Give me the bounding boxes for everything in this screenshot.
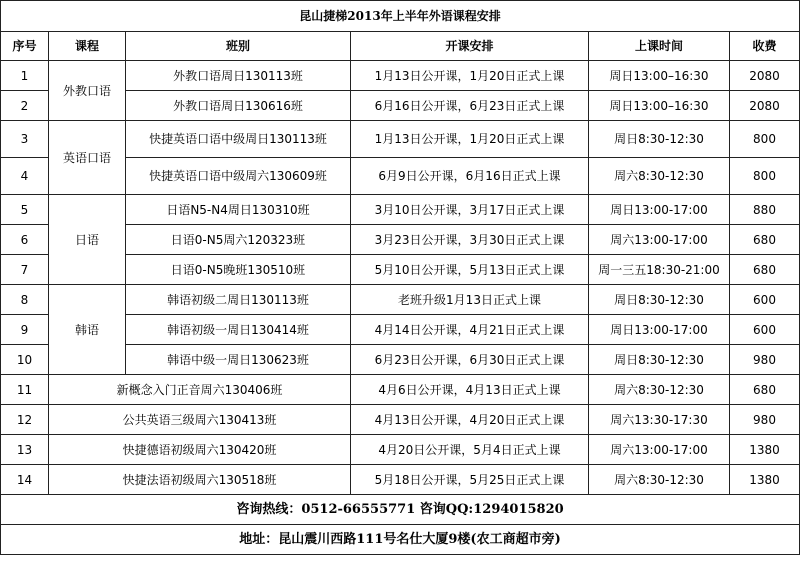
- cell-schedule: 4月6日公开课，4月13日正式上课: [351, 375, 589, 405]
- cell-class: 外教口语周日130616班: [126, 91, 351, 121]
- category-korean: 韩语: [49, 285, 126, 375]
- cell-seq: 7: [1, 255, 49, 285]
- category-english-oral: 英语口语: [49, 121, 126, 195]
- cell-class: 日语N5-N4周日130310班: [126, 195, 351, 225]
- cell-seq: 4: [1, 158, 49, 195]
- cell-class: 公共英语三级周六130413班: [49, 405, 351, 435]
- table-row: [1, 405, 800, 435]
- category-japanese: 日语: [49, 195, 126, 285]
- cell-schedule: 1月13日公开课，1月20日正式上课: [351, 61, 589, 91]
- header-fee: 收费: [730, 32, 800, 61]
- cell-schedule: 1月13日公开课，1月20日正式上课: [351, 121, 589, 158]
- cell-time: 周一三五18:30-21:00: [589, 255, 730, 285]
- cell-schedule: 6月16日公开课，6月23日正式上课: [351, 91, 589, 121]
- cell-schedule: 4月14日公开课，4月21日正式上课: [351, 315, 589, 345]
- cell-fee: 880: [730, 195, 800, 225]
- cell-fee: 2080: [730, 91, 800, 121]
- cell-time: 周日8:30-12:30: [589, 121, 730, 158]
- cell-fee: 680: [730, 375, 800, 405]
- cell-class: 日语0-N5周六120323班: [126, 225, 351, 255]
- cell-fee: 800: [730, 121, 800, 158]
- cell-schedule: 4月20日公开课，5月4日正式上课: [351, 435, 589, 465]
- cell-seq: 12: [1, 405, 49, 435]
- cell-class: 韩语初级二周日130113班: [126, 285, 351, 315]
- cell-schedule: 5月10日公开课，5月13日正式上课: [351, 255, 589, 285]
- cell-seq: 5: [1, 195, 49, 225]
- table-row: [1, 61, 800, 91]
- header-schedule: 开课安排: [351, 32, 589, 61]
- cell-class: 日语0-N5晚班130510班: [126, 255, 351, 285]
- cell-seq: 14: [1, 465, 49, 495]
- table-row: [1, 465, 800, 495]
- cell-seq: 2: [1, 91, 49, 121]
- cell-fee: 1380: [730, 465, 800, 495]
- header-time: 上课时间: [589, 32, 730, 61]
- cell-schedule: 6月23日公开课，6月30日正式上课: [351, 345, 589, 375]
- table-row: [1, 375, 800, 405]
- cell-fee: 1380: [730, 435, 800, 465]
- cell-class: 快捷德语初级周六130420班: [49, 435, 351, 465]
- header-course: 课程: [49, 32, 126, 61]
- category-oral: 外教口语: [49, 61, 126, 121]
- address: 地址：昆山震川西路111号名仕大厦9楼(农工商超市旁): [1, 525, 800, 555]
- cell-seq: 1: [1, 61, 49, 91]
- cell-class: 快捷英语口语中级周六130609班: [126, 158, 351, 195]
- cell-time: 周日8:30-12:30: [589, 285, 730, 315]
- cell-schedule: 老班升级1月13日正式上课: [351, 285, 589, 315]
- cell-class: 韩语初级一周日130414班: [126, 315, 351, 345]
- cell-schedule: 3月23日公开课，3月30日正式上课: [351, 225, 589, 255]
- contact-hotline: 咨询热线：0512-66555771 咨询QQ:1294015820: [1, 495, 800, 525]
- cell-fee: 680: [730, 255, 800, 285]
- cell-seq: 8: [1, 285, 49, 315]
- cell-fee: 800: [730, 158, 800, 195]
- cell-seq: 6: [1, 225, 49, 255]
- cell-fee: 680: [730, 225, 800, 255]
- cell-fee: 980: [730, 345, 800, 375]
- cell-time: 周日13:00–16:30: [589, 91, 730, 121]
- table-row: [1, 195, 800, 225]
- cell-seq: 11: [1, 375, 49, 405]
- table-row: [1, 435, 800, 465]
- cell-fee: 600: [730, 315, 800, 345]
- cell-class: 快捷英语口语中级周日130113班: [126, 121, 351, 158]
- cell-class: 新概念入门正音周六130406班: [49, 375, 351, 405]
- cell-fee: 600: [730, 285, 800, 315]
- cell-time: 周日13:00-17:00: [589, 315, 730, 345]
- cell-schedule: 5月18日公开课，5月25日正式上课: [351, 465, 589, 495]
- table-title: 昆山捷梯2013年上半年外语课程安排: [1, 1, 800, 32]
- cell-schedule: 6月9日公开课，6月16日正式上课: [351, 158, 589, 195]
- cell-time: 周六13:00-17:00: [589, 435, 730, 465]
- cell-seq: 13: [1, 435, 49, 465]
- table-row: [1, 285, 800, 315]
- cell-schedule: 3月10日公开课，3月17日正式上课: [351, 195, 589, 225]
- header-class: 班别: [126, 32, 351, 61]
- cell-time: 周六8:30-12:30: [589, 465, 730, 495]
- cell-seq: 3: [1, 121, 49, 158]
- cell-seq: 9: [1, 315, 49, 345]
- cell-time: 周日13:00–16:30: [589, 61, 730, 91]
- cell-seq: 10: [1, 345, 49, 375]
- cell-fee: 980: [730, 405, 800, 435]
- cell-time: 周六8:30-12:30: [589, 158, 730, 195]
- cell-time: 周六13:00-17:00: [589, 225, 730, 255]
- header-seq: 序号: [1, 32, 49, 61]
- cell-class: 快捷法语初级周六130518班: [49, 465, 351, 495]
- table-row: [1, 121, 800, 158]
- cell-time: 周六8:30-12:30: [589, 375, 730, 405]
- cell-time: 周日13:00-17:00: [589, 195, 730, 225]
- cell-class: 外教口语周日130113班: [126, 61, 351, 91]
- cell-time: 周日8:30-12:30: [589, 345, 730, 375]
- cell-time: 周六13:30-17:30: [589, 405, 730, 435]
- cell-class: 韩语中级一周日130623班: [126, 345, 351, 375]
- cell-fee: 2080: [730, 61, 800, 91]
- cell-schedule: 4月13日公开课，4月20日正式上课: [351, 405, 589, 435]
